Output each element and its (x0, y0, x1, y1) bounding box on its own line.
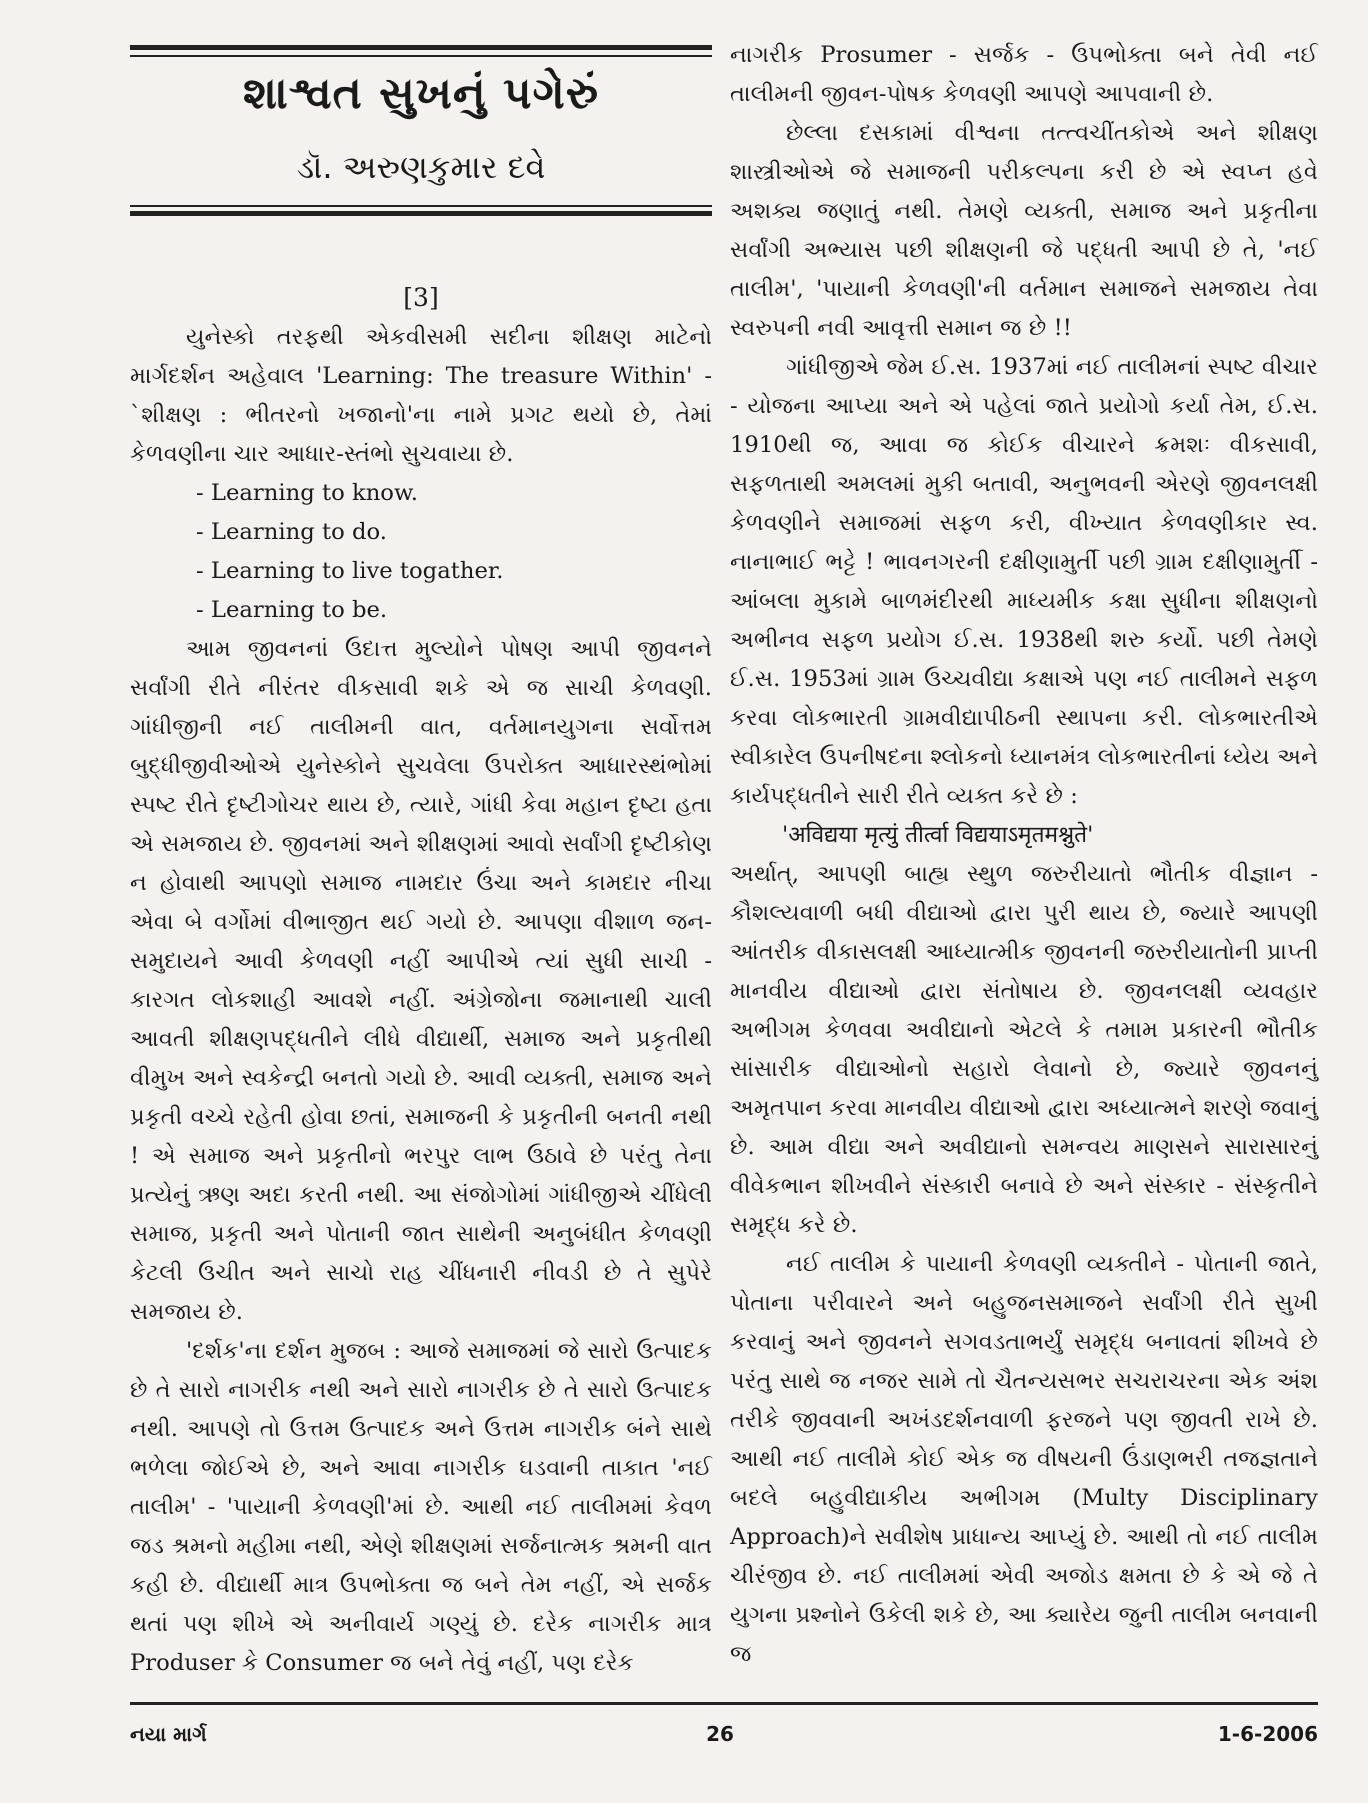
footer-magazine-name: નયા માર્ગ (130, 1722, 207, 1746)
paragraph: નાગરીક Prosumer - સર્જક - ઉપભોક્તા બને તેવી નઈ તાલીમની જીવન-પોષક કેળવણી આપણે આપવાની છે. (730, 42, 1318, 107)
paragraph: ગાંધીજીએ જેમ ઈ.સ. 1937માં નઈ તાલીમનાં સ્પષ્ટ વીચાર - યોજના આપ્યા અને એ પહેલાં જાતે પ્રયોગો કર્યા તેમ, ઈ.સ. 1910થી જ, આવા જ કોઈક વીચારને ક્રમશઃ વીકસાવી, સફળતાથી અમલમાં મુકી બતાવી, અનુભવની એરણે જીવનલક્ષી કેળવણીને સમાજમાં સફળ કરી, વીખ્યાત કેળવણીકાર સ્વ. નાનાભાઈ ભટ્ટે ! ભાવનગરની દક્ષીણામુર્તી પછી ગ્રામ દક્ષીણામુર્તી - આંબલા મુકામે બાળમંદીરથી માધ્યમીક કક્ષા સુધીના શીક્ષણનો અભીનવ સફળ પ્રયોગ ઈ.સ. 1938થી શરુ કર્યો. પછી તેમણે ઈ.સ. 1953માં ગ્રામ ઉચ્ચવીદ્યા કક્ષાએ પણ નઈ તાલીમને સફળ કરવા લોકભારતી ગ્રામવીદ્યાપીઠની સ્થાપના કરી. લોકભારતીએ સ્વીકારેલ ઉપનીષદના શ્લોકનો ધ્યાનમંત્ર લોકભારતીનાં ધ્યેય અને કાર્યપદ્ધતીને સારી રીતે વ્યક્ત કરે છે : (730, 354, 1318, 809)
paragraph: યુનેસ્કો તરફથી એકવીસમી સદીના શીક્ષણ માટેનો માર્ગદર્શન અહેવાલ 'Learning: The treasure Within' - `શીક્ષણ : ભીતરનો ખજાનો'ના નામે પ્રગટ થયો છે, તેમાં કેળવણીના ચાર આધાર-સ્તંભો સુચવાયા છે. (130, 324, 712, 467)
article-title: શાશ્વત સુખનું પગેરું (243, 68, 599, 119)
paragraph: અર્થાત્, આપણી બાહ્ય સ્થુળ જરુરીયાતો ભૌતીક વીજ્ઞાન - કૌશલ્યવાળી બધી વીદ્યાઓ દ્વારા પુરી થાય છે, જ્યારે આપણી આંતરીક વીકાસલક્ષી આધ્યાત્મીક જીવનની જરુરીયાતોની પ્રાપ્તી માનવીય વીદ્યાઓ દ્વારા સંતોષાય છે. જીવનલક્ષી વ્યવહાર અભીગમ કેળવવા અવીદ્યાનો એટલે કે તમામ પ્રકારની ભૌતીક સાંસારીક વીદ્યાઓનો સહારો લેવાનો છે, જ્યારે જીવનનું અમૃતપાન કરવા માનવીય વીદ્યાઓ દ્વારા અધ્યાત્મને શરણે જવાનું છે. આમ વીદ્યા અને અવીદ્યાનો સમન્વય માણસને સારાસારનું વીવેકભાન શીખવીને સંસ્કારી બનાવે છે અને સંસ્કાર - સંસ્કૃતીને સમૃદ્ધ કરે છે. (730, 861, 1318, 1238)
left-column (130, 280, 712, 1683)
list-item: - Learning to be. (196, 597, 388, 623)
footer-date: 1-6-2006 (1217, 1722, 1318, 1746)
footer-rule (130, 1702, 1318, 1705)
footer-page-number: 26 (706, 1722, 734, 1746)
sanskrit-quote: 'अविद्यया मृत्युं तीर्त्वा विद्ययाऽमृतमश्नुते' (782, 822, 1094, 848)
paragraph: છેલ્લા દસકામાં વીશ્વના તત્ત્વચીંતકોએ અને શીક્ષણ શાસ્ત્રીઓએ જે સમાજની પરીકલ્પના કરી છે એ સ્વપ્ન હવે અશક્ય જણાતું નથી. તેમણે વ્યક્તી, સમાજ અને પ્રકૃતીના સર્વાંગી અભ્યાસ પછી શીક્ષણની જે પદ્ધતી આપી છે તે, 'નઈ તાલીમ', 'પાયાની કેળવણી'ની વર્તમાન સમાજને સમજાય તેવા સ્વરુપની નવી આવૃત્તી સમાન જ છે !! (730, 120, 1318, 341)
list-item: - Learning to know. (196, 480, 418, 506)
header-bottom-rule (130, 211, 712, 216)
part-number: [3] (403, 283, 439, 312)
list-item: - Learning to live togather. (196, 558, 504, 584)
paragraph: 'દર્શક'ના દર્શન મુજબ : આજે સમાજમાં જે સારો ઉત્પાદક છે તે સારો નાગરીક નથી અને સારો નાગરીક છે તે સારો ઉત્પાદક નથી. આપણે તો ઉત્તમ ઉત્પાદક અને ઉત્તમ નાગરીક બંને સાથે ભળેલા જોઈએ છે, અને આવા નાગરીક ઘડવાની તાકાત 'નઈ તાલીમ' - 'પાયાની કેળવણી'માં છે. આથી નઈ તાલીમમાં કેવળ જડ શ્રમનો મહીમા નથી, એણે શીક્ષણમાં સર્જનાત્મક શ્રમની વાત કહી છે. વીદ્યાર્થી માત્ર ઉપભોક્તા જ બને તેમ નહીં, એ સર્જક થતાં પણ શીખે એ અનીવાર્ય ગણ્યું છે. દરેક નાગરીક માત્ર Produser કે Consumer જ બને તેવું નહીં, પણ દરેક (130, 1338, 712, 1676)
list-item: - Learning to do. (196, 519, 387, 545)
article-author: ડૉ. અરુણકુમાર દવે (296, 148, 546, 186)
header-top-rule-thin (130, 55, 712, 57)
paragraph: નઈ તાલીમ કે પાયાની કેળવણી વ્યક્તીને - પોતાની જાતે, પોતાના પરીવારને અને બહુજનસમાજને સર્વાંગી રીતે સુખી કરવાનું અને જીવનને સગવડતાભર્યું સમૃદ્ધ બનાવતાં શીખવે છે પરંતુ સાથે જ નજર સામે તો ચૈતન્યસભર સચરાચરના એક અંશ તરીકે જીવવાની અખંડદર્શનવાળી ફરજને પણ જીવતી રાખે છે. આથી નઈ તાલીમે કોઈ એક જ વીષયની ઉંડાણભરી તજજ્ઞતાને બદલે બહુવીદ્યાકીય અભીગમ (Multy Disciplinary Approach)ને સવીશેષ પ્રાધાન્ય આપ્યું છે. આથી તો નઈ તાલીમ ચીરંજીવ છે. નઈ તાલીમમાં એવી અજોડ ક્ષમતા છે કે એ જે તે યુગના પ્રશ્નોને ઉકેલી શકે છે, આ ક્યારેય જુની તાલીમ બનવાની જ (730, 1251, 1318, 1667)
header-top-rule (130, 45, 712, 50)
right-column (730, 36, 1318, 1674)
paragraph: આમ જીવનનાં ઉદાત્ત મુલ્યોને પોષણ આપી જીવનને સર્વાંગી રીતે નીરંતર વીકસાવી શકે એ જ સાચી કેળવણી. ગાંધીજીની નઈ તાલીમની વાત, વર્તમાનયુગના સર્વોત્તમ બુદ્ધીજીવીઓએ યુનેસ્કોને સુચવેલા ઉપરોક્ત આધારસ્થંભોમાં સ્પષ્ટ રીતે દૃષ્ટીગોચર થાય છે, ત્યારે, ગાંધી કેવા મહાન દૃષ્ટા હતા એ સમજાય છે. જીવનમાં અને શીક્ષણમાં આવો સર્વાંગી દૃષ્ટીકોણ ન હોવાથી આપણો સમાજ નામદાર ઉંચા અને કામદાર નીચા એવા બે વર્ગોમાં વીભાજીત થઈ ગયો છે. આપણા વીશાળ જન-સમુદાયને આવી કેળવણી નહીં આપીએ ત્યાં સુધી સાચી - કારગત લોકશાહી આવશે નહીં. અંગ્રેજોના જમાનાથી ચાલી આવતી શીક્ષણપદ્ધતીને લીધે વીદ્યાર્થી, સમાજ અને પ્રકૃતીથી વીમુખ અને સ્વકેન્દ્રી બનતો ગયો છે. આવી વ્યક્તી, સમાજ અને પ્રકૃતી વચ્ચે રહેતી હોવા છતાં, સમાજની કે પ્રકૃતીની બનતી નથી ! એ સમાજ અને પ્રકૃતીનો ભરપુર લાભ ઉઠાવે છે પરંતુ તેના પ્રત્યેનું ઋણ અદા કરતી નથી. આ સંજોગોમાં ગાંધીજીએ ચીંધેલી સમાજ, પ્રકૃતી અને પોતાની જાત સાથેની અનુબંધીત કેળવણી કેટલી ઉચીત અને સાચો રાહ ચીંધનારી નીવડી છે તે સુપેરે સમજાય છે. (130, 636, 712, 1325)
header-bottom-rule-thin (130, 205, 712, 207)
